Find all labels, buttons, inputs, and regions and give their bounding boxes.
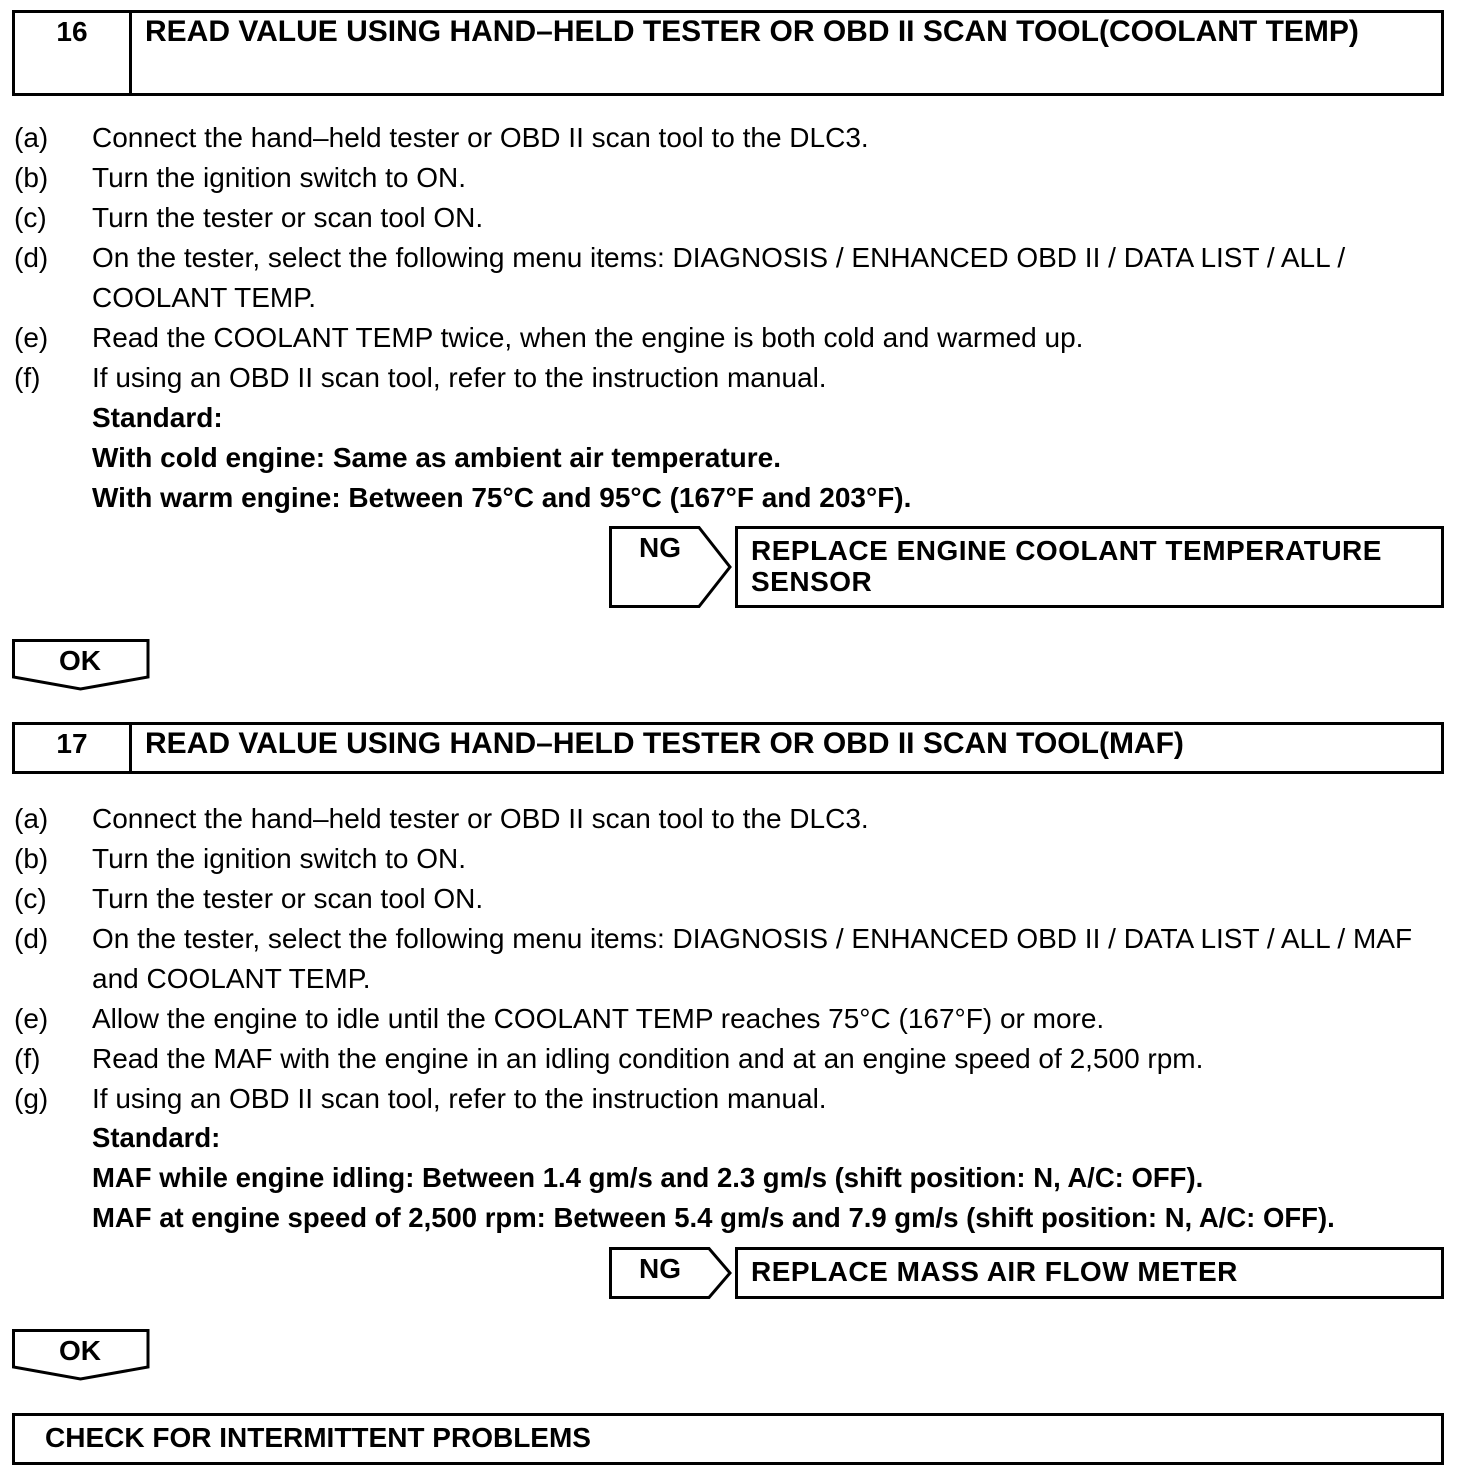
instruction-item xyxy=(14,198,1454,238)
step-title: READ VALUE USING HAND–HELD TESTER OR OBD II SCAN TOOL(COOLANT TEMP) xyxy=(145,15,1359,48)
instruction-label: (c) xyxy=(14,883,47,914)
instruction-item xyxy=(14,318,1454,358)
standard-line: MAF while engine idling: Between 1.4 gm/s and 2.3 gm/s (shift position: N, A/C: OFF). xyxy=(92,1162,1204,1193)
instruction-label: (g) xyxy=(14,1083,49,1114)
standard-line: With warm engine: Between 75°C and 95°C (167°F and 203°F). xyxy=(92,482,912,513)
instruction-label: (f) xyxy=(14,1043,41,1074)
ok-label: OK xyxy=(59,645,101,676)
step-17-instructions xyxy=(14,799,1454,1119)
instruction-text: Read the MAF with the engine in an idling condition and at an engine speed of 2,500 rpm. xyxy=(92,1043,1204,1074)
ng-label: NG xyxy=(639,532,681,563)
instruction-label: (b) xyxy=(14,162,49,193)
instruction-text: Connect the hand–held tester or OBD II scan tool to the DLC3. xyxy=(92,803,869,834)
final-step-box: CHECK FOR INTERMITTENT PROBLEMS xyxy=(12,1413,1444,1465)
instruction-item xyxy=(14,238,1454,318)
standard-values xyxy=(92,1118,1335,1238)
instruction-item xyxy=(14,799,1454,839)
instruction-text: Turn the ignition switch to ON. xyxy=(92,843,467,874)
instruction-text: Turn the tester or scan tool ON. xyxy=(92,202,484,233)
standard-line: With cold engine: Same as ambient air temperature. xyxy=(92,442,782,473)
standard-heading: Standard: xyxy=(92,1122,221,1153)
ng-label: NG xyxy=(639,1253,681,1284)
instruction-item xyxy=(14,1079,1454,1119)
ng-branch xyxy=(609,1247,1444,1299)
instruction-text: Allow the engine to idle until the COOLANT TEMP reaches 75°C (167°F) or more. xyxy=(92,1003,1105,1034)
instruction-item xyxy=(14,839,1454,879)
step-title: READ VALUE USING HAND–HELD TESTER OR OBD II SCAN TOOL(MAF) xyxy=(145,727,1184,760)
ng-action: REPLACE MASS AIR FLOW METER xyxy=(735,1247,1444,1299)
ok-branch xyxy=(12,639,150,691)
instruction-item xyxy=(14,158,1454,198)
instruction-item xyxy=(14,358,1454,398)
instruction-text: If using an OBD II scan tool, refer to the instruction manual. xyxy=(92,1083,827,1114)
standard-line: MAF at engine speed of 2,500 rpm: Between 5.4 gm/s and 7.9 gm/s (shift position: N, A/C: OFF). xyxy=(92,1202,1335,1233)
instruction-text: Read the COOLANT TEMP twice, when the engine is both cold and warmed up. xyxy=(92,322,1084,353)
instruction-label: (e) xyxy=(14,322,49,353)
instruction-label: (d) xyxy=(14,923,49,954)
ng-branch xyxy=(609,526,1444,608)
ok-label: OK xyxy=(59,1335,101,1366)
instruction-item xyxy=(14,919,1454,999)
step-number: 17 xyxy=(15,725,132,771)
instruction-label: (c) xyxy=(14,202,47,233)
instruction-text: On the tester, select the following menu items: DIAGNOSIS / ENHANCED OBD II / DATA LIST / ALL / MAF and COOLANT TEMP. xyxy=(92,923,1413,994)
step-16-instructions xyxy=(14,118,1454,398)
standard-values xyxy=(92,398,911,518)
instruction-text: Turn the tester or scan tool ON. xyxy=(92,883,484,914)
instruction-label: (f) xyxy=(14,362,41,393)
instruction-label: (e) xyxy=(14,1003,49,1034)
instruction-item xyxy=(14,1039,1454,1079)
instruction-text: On the tester, select the following menu items: DIAGNOSIS / ENHANCED OBD II / DATA LIST / ALL / COOLANT TEMP. xyxy=(92,242,1346,313)
instruction-label: (a) xyxy=(14,803,49,834)
standard-heading: Standard: xyxy=(92,402,223,433)
instruction-label: (b) xyxy=(14,843,49,874)
step-17-header xyxy=(12,722,1444,774)
step-16-header xyxy=(12,10,1444,96)
instruction-item xyxy=(14,999,1454,1039)
ok-branch xyxy=(12,1329,150,1381)
instruction-item xyxy=(14,118,1454,158)
instruction-label: (a) xyxy=(14,122,49,153)
step-number: 16 xyxy=(15,13,132,93)
instruction-label: (d) xyxy=(14,242,49,273)
instruction-text: Connect the hand–held tester or OBD II scan tool to the DLC3. xyxy=(92,122,869,153)
instruction-text: Turn the ignition switch to ON. xyxy=(92,162,467,193)
ng-action: REPLACE ENGINE COOLANT TEMPERATURE SENSOR xyxy=(735,526,1444,608)
instruction-item xyxy=(14,879,1454,919)
instruction-text: If using an OBD II scan tool, refer to the instruction manual. xyxy=(92,362,827,393)
